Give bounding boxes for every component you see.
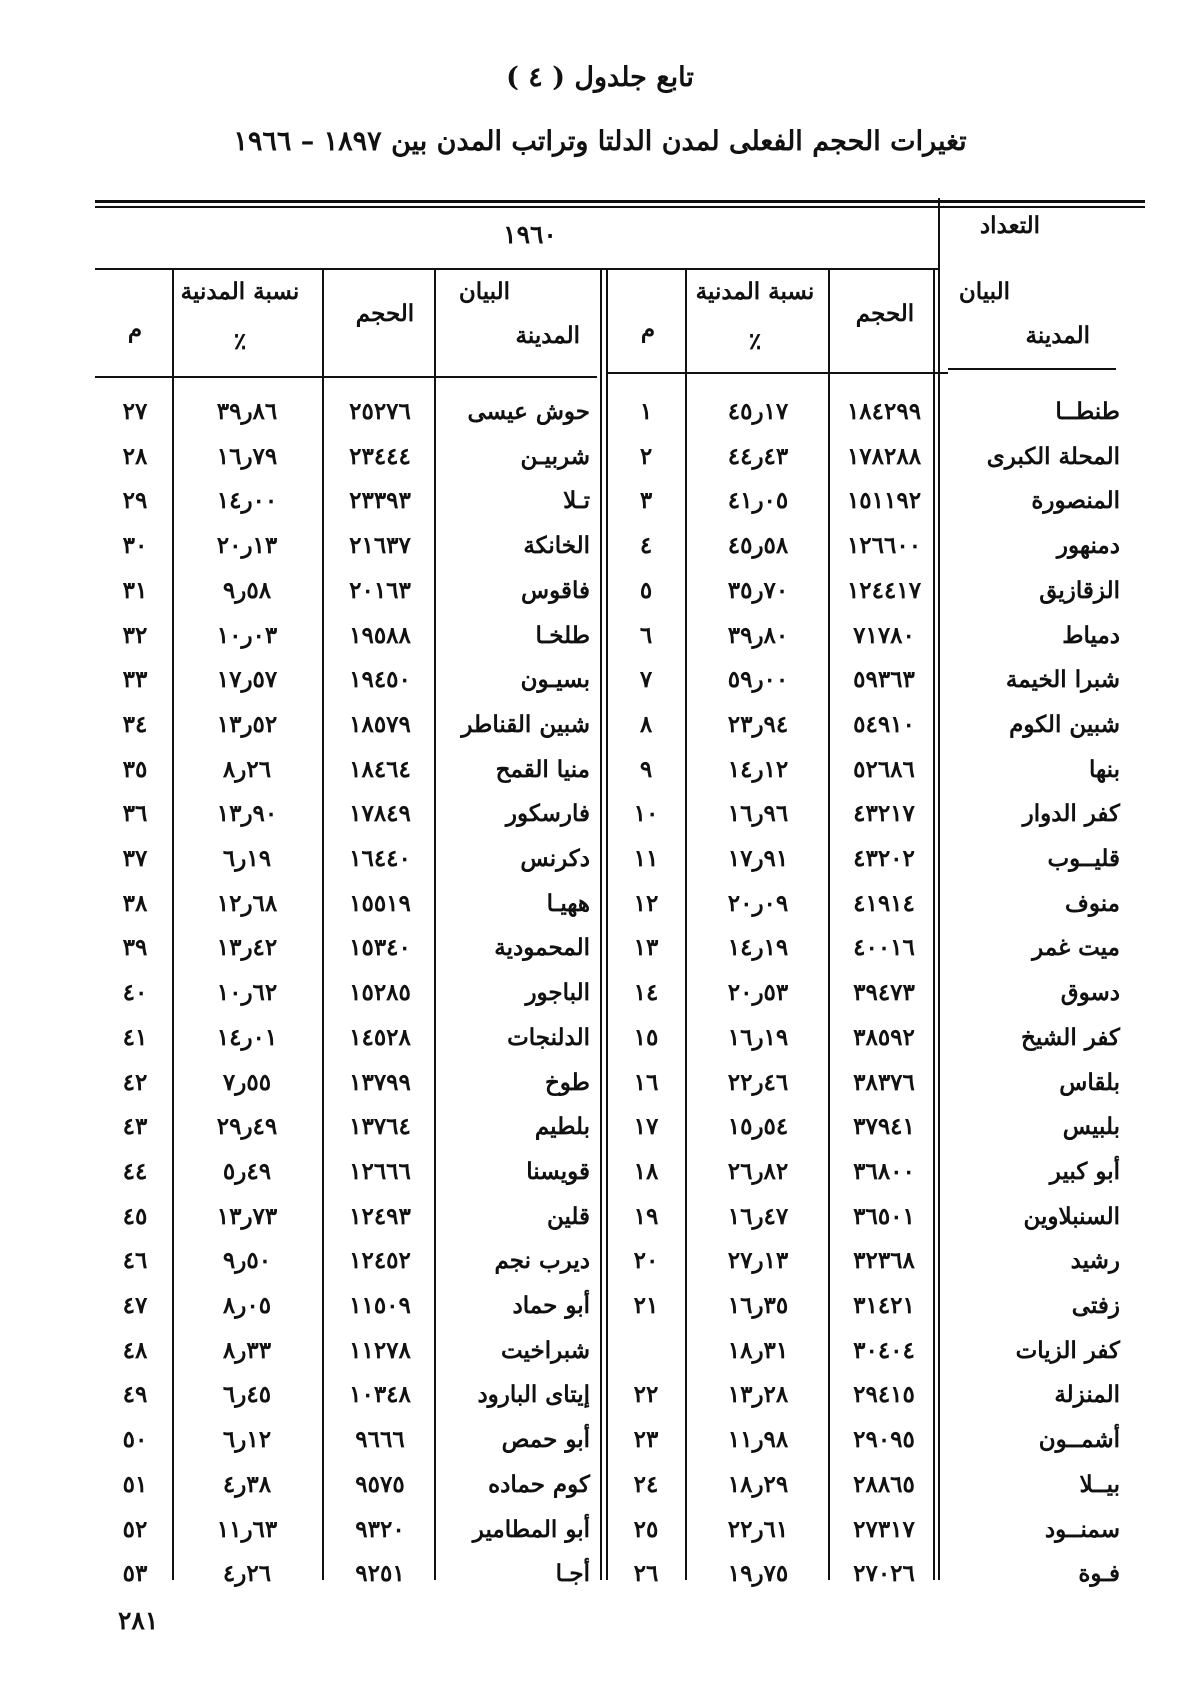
right-size-cell: ١٨٤٢٩٩ xyxy=(846,398,922,425)
left-size-cell: ٢١٦٣٧ xyxy=(349,532,411,560)
left-city-cell: ديرب نجم xyxy=(494,1247,590,1275)
left-city-cell: ههيـا xyxy=(546,889,590,917)
left-rank-cell: ٤٣ xyxy=(122,1113,148,1141)
right-rank-cell: ٦ xyxy=(639,621,653,649)
left-rank-cell: ٣٤ xyxy=(122,710,148,738)
col-rank-right: م xyxy=(640,316,656,343)
right-size-cell: ٥٩٣٦٣ xyxy=(853,666,915,694)
left-ratio-cell: ٥٨ر٩ xyxy=(222,576,272,604)
right-ratio-cell: ٠٠ر٥٩ xyxy=(727,666,789,694)
left-rank-cell: ٣٥ xyxy=(122,755,148,783)
right-city-cell: الزقازيق xyxy=(1039,576,1120,604)
right-ratio-cell: ٣١ر١٨ xyxy=(727,1336,789,1364)
left-rank-cell: ٢٩ xyxy=(122,487,148,515)
right-rank-cell: ٢٢ xyxy=(633,1381,659,1409)
left-city-cell: قلين xyxy=(546,1202,590,1230)
left-ratio-cell: ٠٣ر١٠ xyxy=(216,621,278,649)
right-size-cell: ٢٩٤١٥ xyxy=(853,1381,915,1409)
left-rank-cell: ٣٢ xyxy=(122,621,148,649)
header-rule-city xyxy=(948,368,1116,370)
right-size-cell: ٥٤٩١٠ xyxy=(853,710,915,738)
top-rule-2 xyxy=(95,206,1145,208)
right-ratio-cell: ٤٣ر٤٤ xyxy=(727,442,789,470)
right-ratio-cell: ٢٩ر١٨ xyxy=(727,1470,789,1498)
col-size-left: الحجم xyxy=(355,300,415,327)
left-size-cell: ١٨٥٧٩ xyxy=(349,710,411,738)
right-rank-cell: ١٩ xyxy=(633,1202,659,1230)
left-rank-cell: ٤١ xyxy=(122,1023,148,1051)
left-city-cell: أبو حمص xyxy=(501,1426,590,1454)
vrule-ratio-rank-left xyxy=(172,270,174,1580)
right-size-cell: ٢٧٠٢٦ xyxy=(853,1560,915,1588)
right-ratio-cell: ١٩ر١٤ xyxy=(727,934,789,962)
right-city-cell: سمنــود xyxy=(1044,1515,1120,1543)
right-city-cell: شبين الكوم xyxy=(1009,710,1120,738)
left-city-cell: طوخ xyxy=(544,1068,590,1096)
header-rule-left xyxy=(95,376,597,378)
left-rank-cell: ٥١ xyxy=(122,1470,148,1498)
left-size-cell: ١٥٢٨٥ xyxy=(349,979,411,1007)
right-city-cell: بيــلا xyxy=(1079,1470,1120,1498)
right-size-cell: ٧١٧٨٠ xyxy=(853,621,915,649)
left-size-cell: ١٨٤٦٤ xyxy=(349,755,411,783)
right-city-cell: السنبلاوين xyxy=(1023,1202,1120,1230)
right-city-cell: شبرا الخيمة xyxy=(1005,666,1120,694)
left-city-cell: دكرنس xyxy=(520,845,590,872)
left-size-cell: ١٢٤٩٣ xyxy=(349,1202,411,1230)
vrule-city-size-left xyxy=(434,270,436,1580)
right-rank-cell: ٥ xyxy=(639,576,653,604)
left-city-cell: الدلنجات xyxy=(507,1023,590,1051)
left-rank-cell: ٢٨ xyxy=(122,442,148,470)
left-city-cell: إيتاى البارود xyxy=(477,1381,590,1409)
right-ratio-cell: ٩٤ر٢٣ xyxy=(727,710,789,738)
right-rank-cell: ١١ xyxy=(633,845,659,872)
left-ratio-cell: ٣٨ر٤ xyxy=(222,1470,272,1498)
left-rank-cell: ٤٠ xyxy=(122,979,148,1007)
right-rank-cell: ٢٣ xyxy=(633,1426,659,1454)
left-ratio-cell: ٨٦ر٣٩ xyxy=(216,398,278,425)
left-city-cell: بسيـون xyxy=(520,666,590,694)
left-rank-cell: ٤٦ xyxy=(122,1247,148,1275)
vrule-census xyxy=(938,198,940,1580)
left-size-cell: ١٠٣٤٨ xyxy=(349,1381,411,1409)
left-ratio-cell: ٦٣ر١١ xyxy=(216,1515,278,1543)
left-city-cell: فاقوس xyxy=(521,576,590,604)
right-ratio-cell: ١٩ر١٦ xyxy=(727,1023,789,1051)
left-size-cell: ١٩٤٥٠ xyxy=(349,666,411,694)
left-city-cell: فارسكور xyxy=(505,800,590,828)
right-rank-cell: ١٥ xyxy=(633,1023,659,1051)
col-statement-left: البيان xyxy=(458,278,510,305)
left-ratio-cell: ٠٠ر١٤ xyxy=(216,487,278,515)
left-rank-cell: ٤٢ xyxy=(122,1068,148,1096)
left-city-cell: شربيـن xyxy=(520,442,590,470)
right-city-cell: منوف xyxy=(1065,889,1120,917)
left-ratio-cell: ٥٠ر٩ xyxy=(222,1247,272,1275)
right-ratio-cell: ٢٨ر١٣ xyxy=(727,1381,789,1409)
right-size-cell: ١٥١١٩٢ xyxy=(846,487,922,515)
right-ratio-cell: ٤٧ر١٦ xyxy=(727,1202,789,1230)
right-city-cell: قليــوب xyxy=(1047,845,1120,872)
left-city-cell: قويسنا xyxy=(526,1157,590,1185)
col-ratio-right: نسبة المدنية xyxy=(695,278,815,305)
right-city-cell: فـوة xyxy=(1078,1560,1120,1588)
top-rule xyxy=(95,200,1145,203)
right-city-cell: بلبيس xyxy=(1062,1113,1120,1141)
right-size-cell: ١٧٨٢٨٨ xyxy=(846,442,922,470)
left-rank-cell: ٤٩ xyxy=(122,1381,148,1409)
left-city-cell: الباجور xyxy=(525,979,590,1007)
col-statement-right: البيان xyxy=(958,278,1010,305)
right-size-cell: ٤٠٠١٦ xyxy=(853,934,915,962)
left-size-cell: ١١٥٠٩ xyxy=(349,1292,411,1319)
right-ratio-cell: ١٢ر١٤ xyxy=(727,755,789,783)
right-ratio-cell: ٨٠ر٣٩ xyxy=(727,621,789,649)
left-city-cell: تـلا xyxy=(563,487,590,515)
left-ratio-cell: ٤٢ر١٣ xyxy=(216,934,278,962)
left-size-cell: ٩٥٧٥ xyxy=(355,1470,405,1498)
left-size-cell: ١١٢٧٨ xyxy=(349,1336,411,1364)
left-rank-cell: ٣٠ xyxy=(122,532,148,560)
right-ratio-cell: ٠٩ر٢٠ xyxy=(727,889,789,917)
left-city-cell: شبين القناطر xyxy=(461,710,590,738)
right-size-cell: ٣١٤٢١ xyxy=(853,1292,915,1319)
right-rank-cell: ١٨ xyxy=(633,1157,659,1185)
right-size-cell: ٣٨٣٧٦ xyxy=(853,1068,915,1096)
left-ratio-cell: ٠٥ر٨ xyxy=(222,1292,272,1319)
vrule-size-ratio-right xyxy=(828,270,830,1580)
left-ratio-cell: ٦٨ر١٢ xyxy=(216,889,278,917)
right-city-cell: بنها xyxy=(1089,755,1120,783)
right-size-cell: ١٢٦٦٠٠ xyxy=(846,532,922,560)
left-city-cell: حوش عيسى xyxy=(467,398,590,425)
col-size-right: الحجم xyxy=(855,300,915,327)
left-size-cell: ٩٣٢٠ xyxy=(355,1515,405,1543)
left-size-cell: ١٥٣٤٠ xyxy=(349,934,411,962)
header-rule-right xyxy=(608,372,948,374)
left-rank-cell: ٤٧ xyxy=(122,1292,148,1319)
right-rank-cell: ٢ xyxy=(639,442,653,470)
col-pct-right: ٪ xyxy=(748,328,762,355)
right-city-cell: زفتى xyxy=(1071,1292,1120,1319)
right-ratio-cell: ١٣ر٢٧ xyxy=(727,1247,789,1275)
left-ratio-cell: ٤٩ر٥ xyxy=(222,1157,272,1185)
left-city-cell: كوم حماده xyxy=(488,1470,590,1498)
right-rank-cell: ١٧ xyxy=(633,1113,659,1141)
left-city-cell: طلخـا xyxy=(535,621,590,649)
left-size-cell: ١٢٦٦٦ xyxy=(349,1157,411,1185)
right-city-cell: المنصورة xyxy=(1031,487,1120,515)
right-size-cell: ٣٨٥٩٢ xyxy=(853,1023,915,1051)
left-ratio-cell: ٢٦ر٤ xyxy=(222,1560,272,1588)
left-rank-cell: ٣٦ xyxy=(122,800,148,828)
col-ratio-left: نسبة المدنية xyxy=(180,278,300,305)
census-year: ١٩٦٠ xyxy=(503,220,557,249)
left-ratio-cell: ٥٢ر١٣ xyxy=(216,710,278,738)
left-city-cell: منيا القمح xyxy=(495,755,590,783)
col-rank-left: م xyxy=(127,316,143,343)
left-size-cell: ٩٦٦٦ xyxy=(355,1426,405,1454)
right-rank-cell: ١ xyxy=(639,398,653,425)
vrule-city-size-right xyxy=(933,270,935,1580)
left-rank-cell: ٤٨ xyxy=(122,1336,148,1364)
left-city-cell: أبو حماد xyxy=(512,1292,590,1319)
vrule-block-b xyxy=(600,270,602,1580)
right-city-cell: أشمــون xyxy=(1038,1426,1120,1454)
left-rank-cell: ٣٨ xyxy=(122,889,148,917)
left-ratio-cell: ١٢ر٦ xyxy=(222,1426,272,1454)
vrule-size-ratio-left xyxy=(322,270,324,1580)
left-rank-cell: ٤٤ xyxy=(122,1157,148,1185)
left-city-cell: شبراخيت xyxy=(500,1336,590,1364)
right-rank-cell: ١٠ xyxy=(633,800,659,828)
right-city-cell: دمياط xyxy=(1062,621,1120,649)
right-rank-cell: ٤ xyxy=(639,532,653,560)
right-city-cell: بلقاس xyxy=(1059,1068,1120,1096)
left-city-cell: الخانكة xyxy=(523,532,590,560)
right-rank-cell: ٢٠ xyxy=(633,1247,659,1275)
left-rank-cell: ٣٣ xyxy=(122,666,148,694)
left-city-cell: بلطيم xyxy=(534,1113,590,1141)
left-ratio-cell: ٧٩ر١٦ xyxy=(216,442,278,470)
left-ratio-cell: ٩٠ر١٣ xyxy=(216,800,278,828)
left-ratio-cell: ٧٣ر١٣ xyxy=(216,1202,278,1230)
right-ratio-cell: ٣٥ر١٦ xyxy=(727,1292,789,1319)
left-size-cell: ٢٥٢٧٦ xyxy=(349,398,411,425)
right-city-cell: كفر الدوار xyxy=(1022,800,1120,828)
left-rank-cell: ٤٥ xyxy=(122,1202,148,1230)
right-size-cell: ٣٧٩٤١ xyxy=(853,1113,915,1141)
left-ratio-cell: ٥٧ر١٧ xyxy=(216,666,278,694)
left-rank-cell: ٣٧ xyxy=(122,845,148,872)
left-ratio-cell: ٤٥ر٦ xyxy=(222,1381,272,1409)
right-rank-cell: ١٦ xyxy=(633,1068,659,1096)
right-ratio-cell: ٥٤ر١٥ xyxy=(727,1113,789,1141)
right-size-cell: ٢٩٠٩٥ xyxy=(853,1426,915,1454)
right-size-cell: ٤١٩١٤ xyxy=(853,889,915,917)
left-ratio-cell: ٢٦ر٨ xyxy=(222,755,272,783)
right-ratio-cell: ٩٦ر١٦ xyxy=(727,800,789,828)
left-size-cell: ١٩٥٨٨ xyxy=(349,621,411,649)
right-city-cell: كفر الشيخ xyxy=(1021,1023,1120,1051)
right-ratio-cell: ٨٢ر٢٦ xyxy=(727,1157,789,1185)
left-size-cell: ١٦٤٤٠ xyxy=(349,845,411,872)
right-ratio-cell: ٩٨ر١١ xyxy=(727,1426,789,1454)
left-size-cell: ١٧٨٤٩ xyxy=(349,800,411,828)
right-rank-cell: ٢٦ xyxy=(633,1560,659,1588)
left-size-cell: ١٣٧٩٩ xyxy=(349,1068,411,1096)
right-ratio-cell: ٦١ر٢٢ xyxy=(727,1515,789,1543)
right-rank-cell: ٢١ xyxy=(633,1292,659,1319)
right-ratio-cell: ٧٥ر١٩ xyxy=(727,1560,789,1588)
left-size-cell: ٢٠١٦٣ xyxy=(349,576,411,604)
right-city-cell: كفر الزيات xyxy=(1015,1336,1120,1364)
right-city-cell: رشيد xyxy=(1070,1247,1120,1275)
left-size-cell: ١٢٤٥٢ xyxy=(349,1247,411,1275)
vrule-block-a xyxy=(606,270,608,1580)
left-ratio-cell: ٦٢ر١٠ xyxy=(216,979,278,1007)
left-rank-cell: ٥٢ xyxy=(122,1515,148,1543)
right-size-cell: ٤٣٢٠٢ xyxy=(853,845,915,872)
right-ratio-cell: ٧٠ر٣٥ xyxy=(727,576,789,604)
right-ratio-cell: ٩١ر١٧ xyxy=(727,845,789,872)
right-ratio-cell: ١٧ر٤٥ xyxy=(727,398,789,425)
right-city-cell: المحلة الكبرى xyxy=(986,442,1120,470)
left-city-cell: أجـا xyxy=(555,1560,590,1588)
right-ratio-cell: ٥٣ر٢٠ xyxy=(727,979,789,1007)
right-rank-cell: ٩ xyxy=(639,755,653,783)
left-size-cell: ٩٢٥١ xyxy=(355,1560,405,1588)
left-size-cell: ١٤٥٢٨ xyxy=(349,1023,411,1051)
right-rank-cell: ١٣ xyxy=(633,934,659,962)
right-rank-cell: ٧ xyxy=(639,666,653,694)
right-size-cell: ٣٦٨٠٠ xyxy=(853,1157,915,1185)
left-ratio-cell: ٥٥ر٧ xyxy=(222,1068,272,1096)
left-rank-cell: ٣١ xyxy=(122,576,148,604)
right-size-cell: ٣٢٣٦٨ xyxy=(853,1247,915,1275)
left-ratio-cell: ٣٣ر٨ xyxy=(222,1336,272,1364)
right-city-cell: المنزلة xyxy=(1054,1381,1120,1409)
table-subtitle: تغيرات الحجم الفعلى لمدن الدلتا وتراتب المدن بين ١٨٩٧ – ١٩٦٦ xyxy=(233,126,967,157)
right-size-cell: ٣٩٤٧٣ xyxy=(853,979,915,1007)
left-rank-cell: ٣٩ xyxy=(122,934,148,962)
vrule-ratio-rank-right xyxy=(685,270,687,1580)
left-size-cell: ٢٣٤٤٤ xyxy=(349,442,411,470)
right-ratio-cell: ٠٥ر٤١ xyxy=(727,487,789,515)
right-rank-cell: ٢٤ xyxy=(633,1470,659,1498)
right-city-cell: أبو كبير xyxy=(1049,1157,1120,1185)
col-city-left: المدينة xyxy=(515,322,580,349)
right-size-cell: ٣٦٥٠١ xyxy=(853,1202,915,1230)
year-rule xyxy=(95,268,940,270)
right-rank-cell: ٣ xyxy=(639,487,653,515)
right-city-cell: ميت غمر xyxy=(1032,934,1120,962)
left-size-cell: ٢٣٣٩٣ xyxy=(349,487,411,515)
left-rank-cell: ٥٣ xyxy=(122,1560,148,1588)
right-city-cell: دسوق xyxy=(1060,979,1120,1007)
right-city-cell: دمنهور xyxy=(1056,532,1120,560)
right-ratio-cell: ٥٨ر٤٥ xyxy=(727,532,789,560)
right-rank-cell: ١٤ xyxy=(633,979,659,1007)
left-size-cell: ١٣٧٦٤ xyxy=(349,1113,411,1141)
left-rank-cell: ٢٧ xyxy=(122,398,148,425)
right-size-cell: ٢٧٣١٧ xyxy=(853,1515,915,1543)
left-ratio-cell: ٠١ر١٤ xyxy=(216,1023,278,1051)
left-city-cell: المحمودية xyxy=(494,934,590,962)
right-rank-cell: ٨ xyxy=(639,710,653,738)
left-city-cell: أبو المطامير xyxy=(472,1515,590,1543)
right-city-cell: طنطــا xyxy=(1055,398,1120,425)
table-title: تابع جلدول ( ٤ ) xyxy=(506,62,694,93)
right-size-cell: ٢٨٨٦٥ xyxy=(853,1470,915,1498)
col-city-right: المدينة xyxy=(1025,322,1090,349)
col-pct-left: ٪ xyxy=(233,328,247,355)
right-size-cell: ٣٠٤٠٤ xyxy=(853,1336,915,1364)
right-size-cell: ٥٢٦٨٦ xyxy=(853,755,915,783)
right-size-cell: ٤٣٢١٧ xyxy=(853,800,915,828)
left-size-cell: ١٥٥١٩ xyxy=(349,889,411,917)
right-rank-cell: ١٢ xyxy=(633,889,659,917)
right-size-cell: ١٢٤٤١٧ xyxy=(846,576,922,604)
left-ratio-cell: ٤٩ر٢٩ xyxy=(216,1113,278,1141)
left-ratio-cell: ١٩ر٦ xyxy=(222,845,272,872)
right-ratio-cell: ٤٦ر٢٢ xyxy=(727,1068,789,1096)
left-ratio-cell: ١٣ر٢٠ xyxy=(216,532,278,560)
page-number: ٢٨١ xyxy=(118,1606,159,1635)
right-rank-cell: ٢٥ xyxy=(633,1515,659,1543)
left-rank-cell: ٥٠ xyxy=(122,1426,148,1454)
census-label: التعداد xyxy=(979,212,1041,239)
